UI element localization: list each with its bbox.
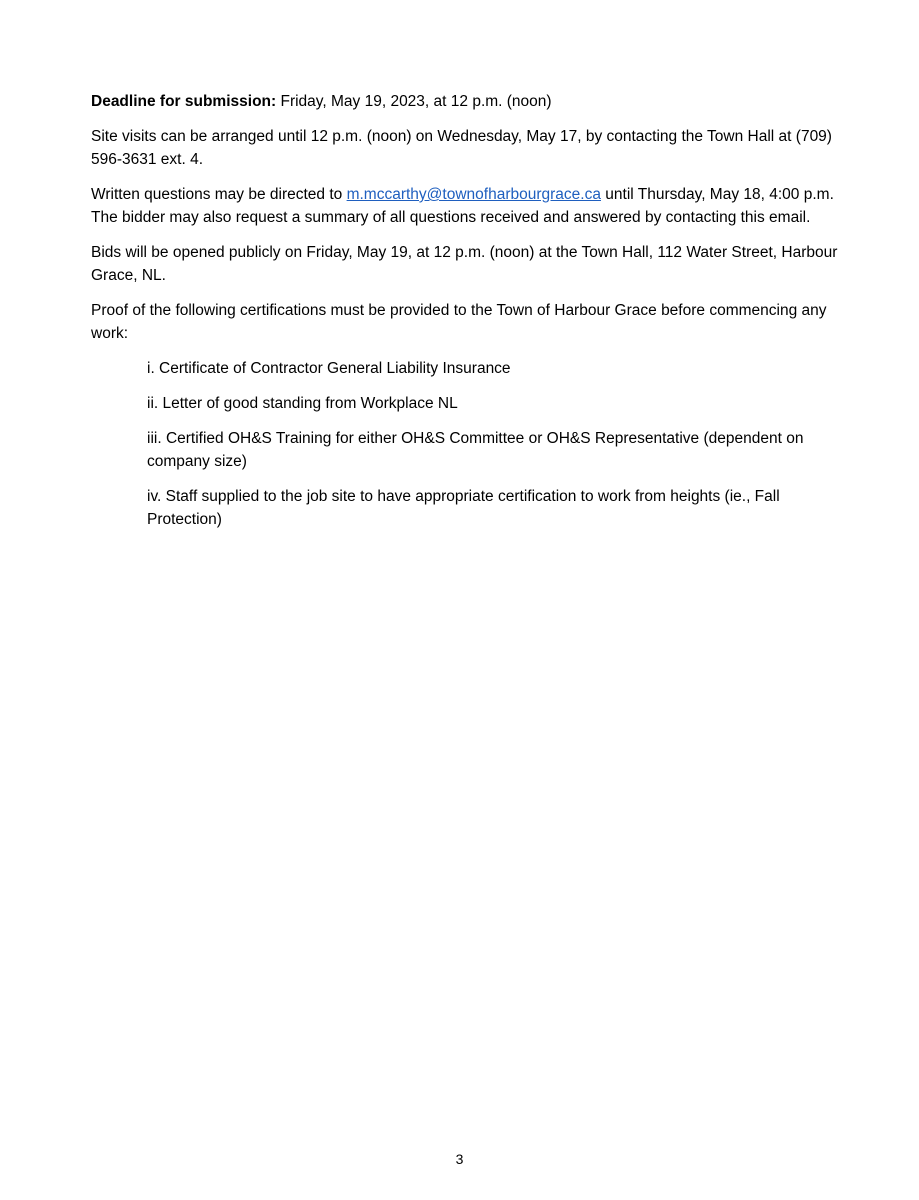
questions-text-after: until Thursday, May 18, 4:00 p.m. The bidder may also request a summary of all questions received and answered by contacting this email. xyxy=(91,186,834,226)
questions-paragraph xyxy=(91,183,841,229)
certifications-list xyxy=(91,357,841,531)
certification-item-2: ii. Letter of good standing from Workplace NL xyxy=(147,395,458,412)
deadline-value: Friday, May 19, 2023, at 12 p.m. (noon) xyxy=(276,93,552,110)
certifications-intro-paragraph: Proof of the following certifications must be provided to the Town of Harbour Grace before commencing any work: xyxy=(91,302,827,342)
site-visits-paragraph: Site visits can be arranged until 12 p.m. (noon) on Wednesday, May 17, by contacting the Town Hall at (709) 596-3631 ext. 4. xyxy=(91,128,832,168)
document-body xyxy=(91,90,841,543)
deadline-paragraph xyxy=(91,90,841,113)
certification-item-3: iii. Certified OH&S Training for either OH&S Committee or OH&S Representative (dependent on company size) xyxy=(147,430,804,470)
bids-opened-paragraph: Bids will be opened publicly on Friday, May 19, at 12 p.m. (noon) at the Town Hall, 112 Water Street, Harbour Grace, NL. xyxy=(91,244,838,284)
deadline-label: Deadline for submission: xyxy=(91,93,277,110)
contact-email-link[interactable]: m.mccarthy@townofharbourgrace.ca xyxy=(346,186,601,203)
questions-text-before: Written questions may be directed to xyxy=(91,186,347,203)
certification-item-1: i. Certificate of Contractor General Liability Insurance xyxy=(147,360,511,377)
page-number: 3 xyxy=(455,1151,464,1167)
certification-item-4: iv. Staff supplied to the job site to have appropriate certification to work from heights (ie., Fall Protection) xyxy=(147,488,780,528)
